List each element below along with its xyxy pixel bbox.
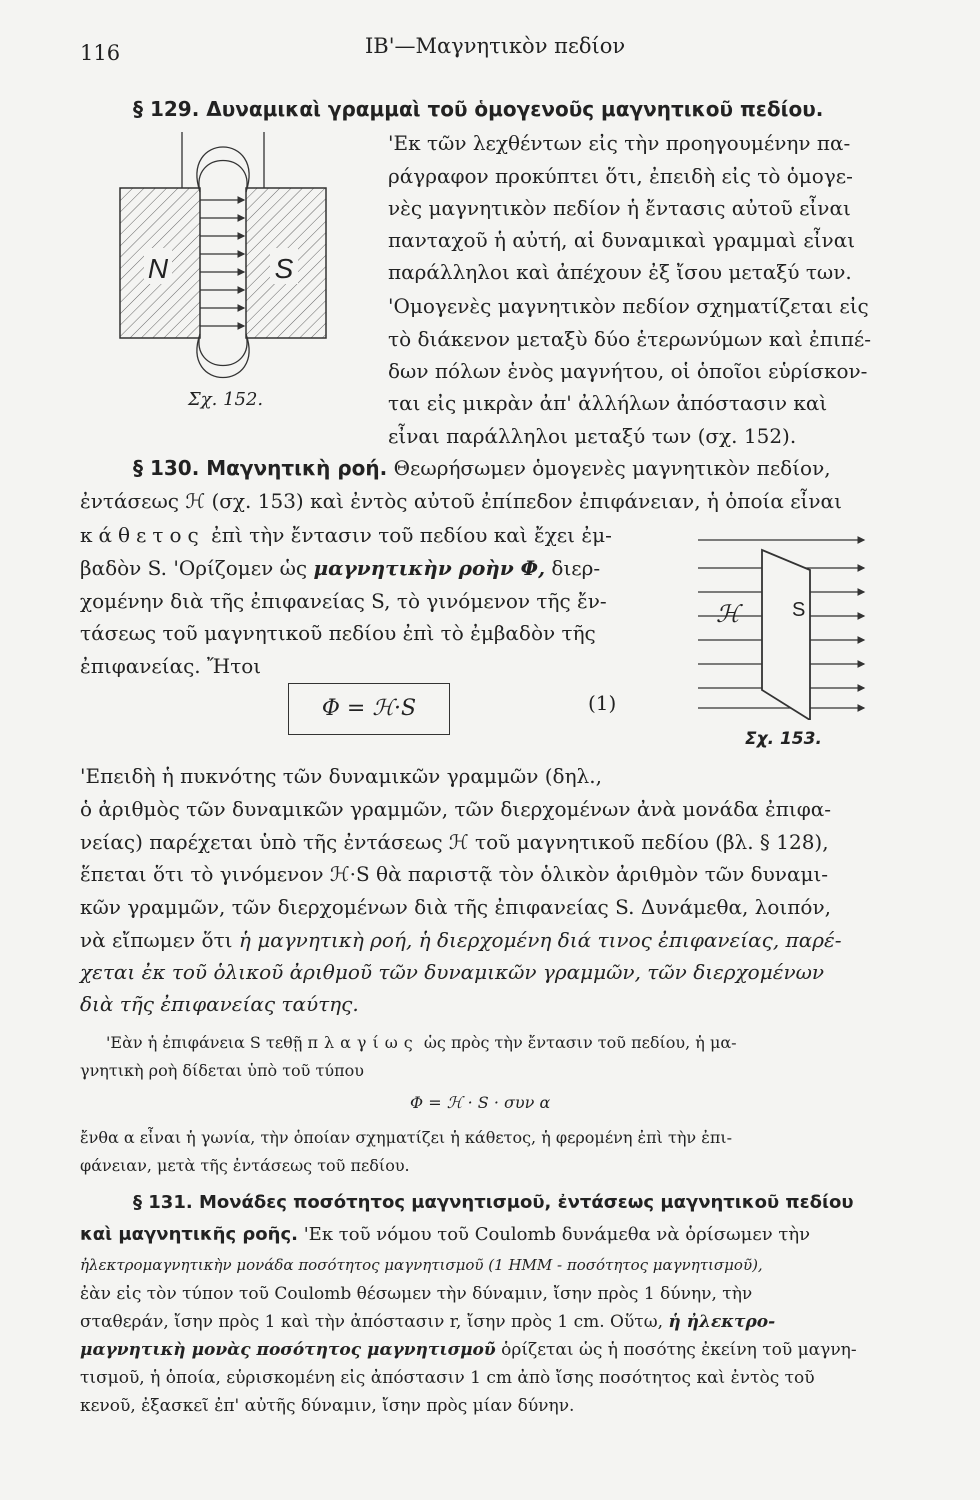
s130-small-3: ἔνθα α εἶναι ἡ γωνία, τὴν ὁποίαν σχηματίζει ἡ κάθετος, ἡ φερομένη ἐπὶ τὴν ἐπι-: [80, 1128, 733, 1147]
s130-para-5: κῶν γραμμῶν, τῶν διερχομένων διὰ τῆς ἐπιφανείας S. Δυνάμεθα, λοιπόν,: [80, 895, 831, 919]
s131-l6b: ὁρίζεται ὡς ἡ ποσότης ἐκείνη τοῦ μαγνη-: [501, 1340, 857, 1360]
s129-line-8: δων πόλων ἑνὸς μαγνήτου, οἱ ὁποῖοι εὑρίσκον-: [388, 359, 868, 383]
formula-1-box: Φ = ℋ·S: [288, 683, 450, 735]
section-129-title: § 129. Δυναμικαὶ γραμμαὶ τοῦ ὁμογενοῦς μαγνητικοῦ πεδίου.: [133, 97, 824, 121]
s130-line-3: [80, 522, 612, 548]
equation-number: (1): [588, 691, 617, 715]
s130-line-6: τάσεως τοῦ μαγνητικοῦ πεδίου ἐπὶ τὸ ἐμβαδὸν τῆς: [80, 621, 596, 645]
figure-152-caption: Σχ. 152.: [188, 389, 264, 410]
section-130-title: § 130. Μαγνητικὴ ροή.: [133, 456, 388, 480]
s129-line-10: εἶναι παράλληλοι μεταξύ των (σχ. 152).: [388, 424, 797, 448]
pole-n-label: N: [147, 253, 169, 284]
s130-para-7: χεται ἐκ τοῦ ὁλικοῦ ἀριθμοῦ τῶν δυναμικῶν γραμμῶν, τῶν διερχομένων: [80, 960, 825, 984]
formula-2: Φ = ℋ · S · συν α: [410, 1093, 551, 1112]
s129-line-4: πανταχοῦ ἡ αὐτή, αἱ δυναμικαὶ γραμμαὶ εἶναι: [388, 228, 856, 252]
figure-152-magnet: [100, 130, 360, 390]
s130-small-4: φάνειαν, μετὰ τῆς ἐντάσεως τοῦ πεδίου.: [80, 1156, 410, 1175]
field-h-label: ℋ: [716, 602, 740, 628]
s129-line-6: 'Ομογενὲς μαγνητικὸν πεδίον σχηματίζεται εἰς: [388, 294, 869, 318]
s130-line-1: [133, 455, 831, 481]
s130-para-6: [80, 927, 841, 953]
pole-s-label: S: [274, 253, 294, 284]
s130-l4c: διερ-: [551, 556, 601, 580]
s130-l3-spaced: κάθετος: [80, 523, 205, 547]
s130-line-2: ἐντάσεως ℋ (σχ. 153) καὶ ἐντὸς αὐτοῦ ἐπίπεδον ἐπιφάνειαν, ἡ ὁποία εἶναι: [80, 489, 842, 513]
page-number: 116: [80, 41, 121, 65]
s131-line-6: [80, 1337, 857, 1363]
running-title: ΙΒ'—Μαγνητικὸν πεδίον: [365, 34, 626, 58]
s130-p6a: νὰ εἴπωμεν ὅτι: [80, 928, 233, 952]
s131-line-8: κενοῦ, ἐξασκεῖ ἐπ' αὐτῆς δύναμιν, ἴσην πρὸς μίαν δύνην.: [80, 1396, 575, 1416]
s130-para-2: ὁ ἀριθμὸς τῶν δυναμικῶν γραμμῶν, τῶν διερχομένων ἀνὰ μονάδα ἐπιφα-: [80, 797, 831, 821]
s130-l4b: μαγνητικὴν ροὴν Φ,: [313, 556, 546, 580]
s130-small-1: [106, 1030, 737, 1056]
s130-para-3: νείας) παρέχεται ὑπὸ τῆς ἐντάσεως ℋ τοῦ μαγνητικοῦ πεδίου (βλ. § 128),: [80, 830, 829, 854]
s129-line-1: 'Εκ τῶν λεχθέντων εἰς τὴν προηγουμένην πα-: [388, 131, 851, 155]
section-131-title-1: § 131. Μονάδες ποσότητος μαγνητισμοῦ, ἐντάσεως μαγνητικοῦ πεδίου: [133, 1192, 854, 1213]
s130-line-7: ἐπιφανείας. Ἤτοι: [80, 654, 262, 678]
s130-para-1: 'Επειδὴ ἡ πυκνότης τῶν δυναμικῶν γραμμῶν (δηλ.,: [80, 764, 602, 788]
s131-l5a: σταθεράν, ἴσην πρὸς 1 καὶ τὴν ἀπόστασιν r, ἴσην πρὸς 1 cm. Οὕτω,: [80, 1312, 663, 1332]
s130-line-5: χομένην διὰ τῆς ἐπιφανείας S, τὸ γινόμενον τῆς ἔν-: [80, 589, 607, 613]
s130-l3-text: ἐπὶ τὴν ἔντασιν τοῦ πεδίου καὶ ἔχει ἐμ-: [211, 523, 612, 547]
s131-l2-text: 'Εκ τοῦ νόμου τοῦ Coulomb δυνάμεθα νὰ ὁρίσωμεν τὴν: [303, 1224, 811, 1245]
s131-line-4: ἐὰν εἰς τὸν τύπον τοῦ Coulomb θέσωμεν τὴν δύναμιν, ἴσην πρὸς 1 δύνην, τὴν: [80, 1284, 753, 1304]
s130-para-8: διὰ τῆς ἐπιφανείας ταύτης.: [80, 992, 359, 1016]
s129-line-3: νὲς μαγνητικὸν πεδίον ἡ ἔντασις αὐτοῦ εἶναι: [388, 196, 851, 220]
surface-s-label: S: [792, 599, 806, 621]
section-131-title-2: καὶ μαγνητικῆς ροῆς.: [80, 1224, 298, 1245]
s130-small-2: γνητικὴ ροὴ δίδεται ὑπὸ τοῦ τύπου: [80, 1061, 364, 1080]
s130-s1b: πλαγίως: [307, 1033, 419, 1052]
s130-p6b: ἡ μαγνητικὴ ροή, ἡ διερχομένη διά τινος ἐπιφανείας, παρέ-: [238, 928, 842, 952]
s129-line-2: ράγραφον προκύπτει ὅτι, ἐπειδὴ εἰς τὸ ὁμογε-: [388, 164, 853, 188]
s130-l1-text: Θεωρήσωμεν ὁμογενὲς μαγνητικὸν πεδίον,: [393, 456, 831, 480]
figure-153-surface: [688, 530, 878, 720]
s129-line-9: ται εἰς μικρὰν ἀπ' ἀλλήλων ἀπόστασιν καὶ: [388, 391, 828, 415]
s131-l5b: ἡ ἠλεκτρο-: [668, 1312, 776, 1332]
s131-line-7: τισμοῦ, ἡ ὁποία, εὑρισκομένη εἰς ἀπόστασιν 1 cm ἀπὸ ἴσης ποσότητος καὶ ἐντὸς τοῦ: [80, 1368, 815, 1388]
s130-s1a: 'Εὰν ἡ ἐπιφάνεια S τεθῇ: [106, 1033, 303, 1052]
s131-l6a: μαγνητικὴ μονὰς ποσότητος μαγνητισμοῦ: [80, 1340, 496, 1360]
s131-line-5: [80, 1309, 775, 1335]
s130-line-4: [80, 555, 600, 581]
s131-line-3: ἠλεκτρομαγνητικὴν μονάδα ποσότητος μαγνητισμοῦ (1 ΗΜΜ - ποσότητος μαγνητισμοῦ),: [80, 1256, 763, 1274]
s130-para-4: ἕπεται ὅτι τὸ γινόμενον ℋ·S θὰ παριστᾷ τὸν ὁλικὸν ἀριθμὸν τῶν δυναμι-: [80, 862, 829, 886]
figure-153-caption: Σχ. 153.: [745, 729, 822, 749]
s130-l4a: βαδὸν S. 'Ορίζομεν ὡς: [80, 556, 308, 580]
s129-line-5: παράλληλοι καὶ ἀπέχουν ἐξ ἴσου μεταξύ των.: [388, 260, 852, 284]
s129-line-7: τὸ διάκενον μεταξὺ δύο ἑτερωνύμων καὶ ἐπιπέ-: [388, 327, 872, 351]
s131-line-2: [80, 1222, 810, 1248]
s130-s1c: ὡς πρὸς τὴν ἔντασιν τοῦ πεδίου, ἡ μα-: [423, 1033, 737, 1052]
